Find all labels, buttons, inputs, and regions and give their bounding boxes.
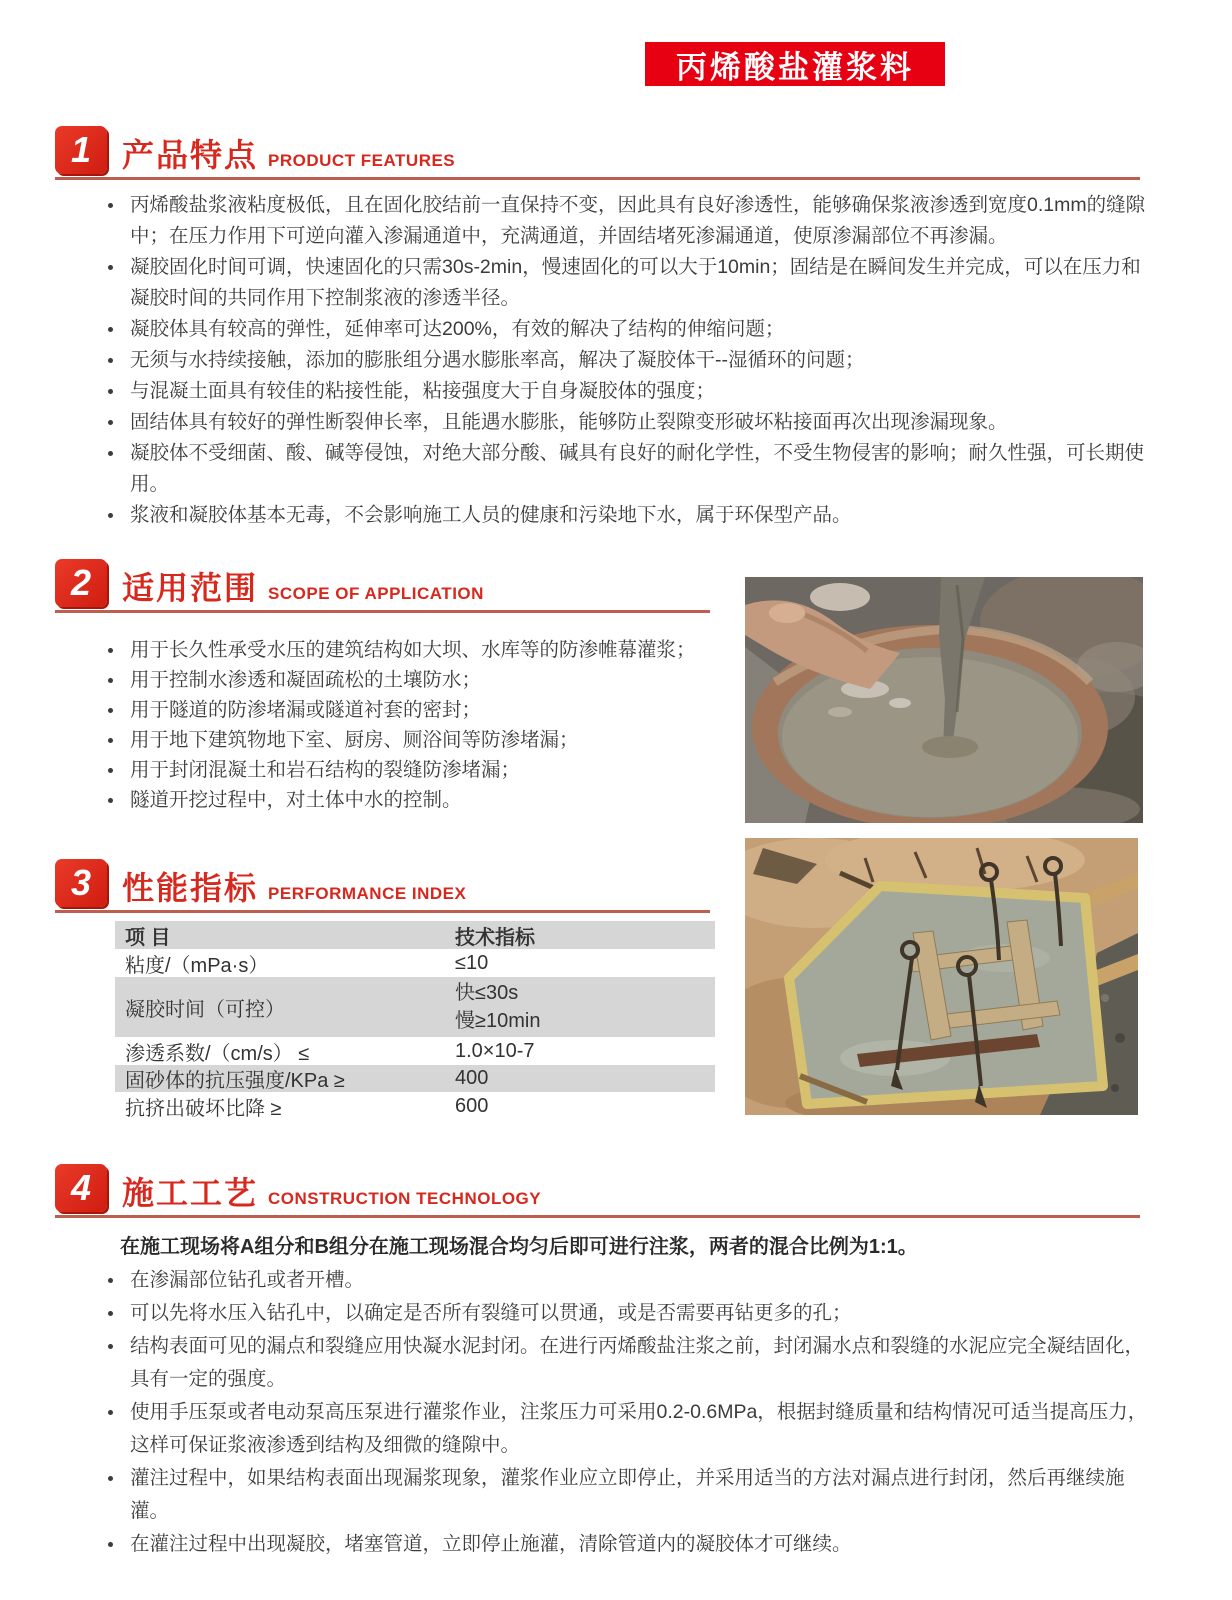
bullet-icon bbox=[108, 678, 113, 683]
list-item bbox=[105, 1297, 1150, 1330]
list-item bbox=[105, 785, 725, 815]
bullet-text: 灌注过程中，如果结构表面出现漏浆现象，灌浆作业应立即停止，并采用适当的方法对漏点进行封闭，然后再继续施灌。 bbox=[130, 1467, 1125, 1522]
bullet-icon bbox=[108, 648, 113, 653]
column-header: 项 目 bbox=[125, 926, 171, 949]
list-item bbox=[105, 500, 1147, 531]
bullet-icon bbox=[108, 1476, 113, 1481]
table-cell: 抗挤出破坏比降 ≥ bbox=[125, 1098, 282, 1120]
bullet-text: 使用手压泵或者电动泵高压泵进行灌浆作业，注浆压力可采用0.2-0.6MPa，根据封缝质量和结构情况可适当提高压力，这样可保证浆液渗透到结构及细微的缝隙中。 bbox=[130, 1401, 1148, 1456]
table-cell: 1.0×10-7 bbox=[455, 1039, 535, 1062]
bullet-icon bbox=[108, 1278, 113, 1283]
table-cell: ≤10 bbox=[455, 951, 489, 974]
bullet-text: 用于隧道的防渗堵漏或隧道衬套的密封； bbox=[130, 699, 482, 721]
section-title-cn: 施工工艺 bbox=[122, 1175, 259, 1211]
bullet-text: 无须与水持续接触，添加的膨胀组分遇水膨胀率高，解决了凝胶体干--湿循环的问题； bbox=[130, 349, 865, 371]
section-number-badge bbox=[55, 1164, 107, 1212]
bullet-icon bbox=[108, 327, 113, 332]
section-number: 4 bbox=[70, 1167, 92, 1208]
bullet-icon bbox=[108, 738, 113, 743]
list-item bbox=[105, 190, 1147, 252]
bullet-icon bbox=[108, 389, 113, 394]
table-cell: 固砂体的抗压强度/KPa ≥ bbox=[125, 1070, 345, 1092]
list-item bbox=[105, 1462, 1150, 1528]
table-row bbox=[115, 1092, 715, 1121]
bullet-icon bbox=[108, 451, 113, 456]
bullet-icon bbox=[108, 1542, 113, 1547]
list-item bbox=[105, 1528, 1150, 1561]
table-cell: 凝胶时间（可控） bbox=[125, 998, 285, 1021]
bullet-text: 用于长久性承受水压的建筑结构如大坝、水库等的防渗帷幕灌浆； bbox=[130, 639, 696, 661]
list-item bbox=[105, 314, 1147, 345]
bullet-icon bbox=[108, 708, 113, 713]
grout-mixing-illustration bbox=[745, 577, 1143, 823]
table-row bbox=[115, 977, 715, 1037]
table-cell-line: 快≤30s bbox=[455, 982, 519, 1004]
section-rule bbox=[55, 177, 1140, 180]
bullet-icon bbox=[108, 1410, 113, 1415]
section-title-en: SCOPE OF APPLICATION bbox=[268, 584, 484, 603]
list-item bbox=[105, 407, 1147, 438]
grout-mixing-photo bbox=[745, 577, 1143, 823]
performance-table bbox=[115, 921, 715, 1121]
bullet-text: 可以先将水压入钻孔中，以确定是否所有裂缝可以贯通，或是否需要再钻更多的孔； bbox=[130, 1302, 852, 1324]
table-cell: 400 bbox=[455, 1067, 489, 1089]
section-title-cn: 产品特点 bbox=[122, 137, 259, 173]
list-item bbox=[105, 695, 725, 725]
bullet-icon bbox=[108, 265, 113, 270]
bullet-icon bbox=[108, 513, 113, 518]
bullet-text: 凝胶体不受细菌、酸、碱等侵蚀，对绝大部分酸、碱具有良好的耐化学性，不受生物侵害的影响；耐久性强，可长期使用。 bbox=[130, 442, 1145, 495]
formwork-grouting-illustration bbox=[745, 838, 1138, 1115]
list-item bbox=[105, 1396, 1150, 1462]
product-title-banner bbox=[645, 42, 945, 86]
list-item bbox=[105, 1264, 1150, 1297]
table-row bbox=[115, 1037, 715, 1065]
list-item bbox=[105, 252, 1147, 314]
section-title-en: PRODUCT FEATURES bbox=[268, 151, 456, 170]
column-header: 技术指标 bbox=[455, 926, 535, 949]
bullet-icon bbox=[108, 1344, 113, 1349]
product-title: 丙烯酸盐灌浆料 bbox=[676, 49, 914, 85]
bullet-text: 固结体具有较好的弹性断裂伸长率，且能遇水膨胀，能够防止裂隙变形破坏粘接面再次出现渗漏现象。 bbox=[130, 411, 1008, 433]
construction-steps-list bbox=[105, 1264, 1150, 1561]
bullet-text: 浆液和凝胶体基本无毒，不会影响施工人员的健康和污染地下水，属于环保型产品。 bbox=[130, 504, 852, 526]
table-header-row bbox=[115, 921, 715, 949]
section-number-badge bbox=[55, 859, 107, 907]
section-number-badge bbox=[55, 126, 107, 174]
section-3-header bbox=[55, 859, 466, 907]
features-list bbox=[105, 190, 1147, 531]
bullet-text: 在灌注过程中出现凝胶，堵塞管道，立即停止施灌，清除管道内的凝胶体才可继续。 bbox=[130, 1533, 852, 1555]
section-number: 1 bbox=[70, 129, 92, 170]
section-number: 2 bbox=[70, 562, 92, 603]
table-cell-line: 慢≥10min bbox=[455, 1010, 541, 1032]
section-title-cn: 性能指标 bbox=[122, 870, 259, 906]
bullet-text: 用于封闭混凝土和岩石结构的裂缝防渗堵漏； bbox=[130, 759, 521, 781]
bullet-icon bbox=[108, 358, 113, 363]
list-item bbox=[105, 376, 1147, 407]
section-title-en: PERFORMANCE INDEX bbox=[268, 884, 467, 903]
mixing-ratio-note: 在施工现场将A组分和B组分在施工现场混合均匀后即可进行注浆，两者的混合比例为1:1。 bbox=[120, 1236, 918, 1258]
bullet-text: 凝胶固化时间可调，快速固化的只需30s-2min，慢速固化的可以大于10min；固结是在瞬间发生并完成，可以在压力和凝胶时间的共同作用下控制浆液的渗透半径。 bbox=[130, 256, 1141, 309]
table-row bbox=[115, 1065, 715, 1092]
table-row bbox=[115, 949, 715, 977]
section-1-header bbox=[55, 126, 455, 174]
section-title-en: CONSTRUCTION TECHNOLOGY bbox=[268, 1189, 542, 1208]
section-number: 3 bbox=[70, 862, 92, 903]
list-item bbox=[105, 755, 725, 785]
bullet-text: 用于地下建筑物地下室、厨房、厕浴间等防渗堵漏； bbox=[130, 729, 579, 751]
formwork-grouting-photo bbox=[745, 838, 1138, 1115]
bullet-icon bbox=[108, 1311, 113, 1316]
section-4-header bbox=[55, 1164, 541, 1212]
table-cell: 渗透系数/（cm/s） ≤ bbox=[125, 1042, 310, 1065]
bullet-text: 与混凝土面具有较佳的粘接性能，粘接强度大于自身凝胶体的强度； bbox=[130, 380, 716, 402]
list-item bbox=[105, 1330, 1150, 1396]
bullet-text: 用于控制水渗透和凝固疏松的土壤防水； bbox=[130, 669, 482, 691]
bullet-text: 凝胶体具有较高的弹性，延伸率可达200%，有效的解决了结构的伸缩问题； bbox=[130, 318, 785, 340]
list-item bbox=[105, 665, 725, 695]
section-title-cn: 适用范围 bbox=[122, 570, 259, 606]
bullet-text: 结构表面可见的漏点和裂缝应用快凝水泥封闭。在进行丙烯酸盐注浆之前，封闭漏水点和裂缝的水泥应完全凝结固化，具有一定的强度。 bbox=[130, 1335, 1145, 1390]
bullet-text: 在渗漏部位钻孔或者开槽。 bbox=[130, 1269, 365, 1291]
table-cell: 600 bbox=[455, 1095, 489, 1117]
bullet-icon bbox=[108, 768, 113, 773]
section-rule bbox=[55, 1215, 1140, 1218]
section-rule bbox=[55, 910, 710, 913]
section-number-badge bbox=[55, 559, 107, 607]
application-list bbox=[105, 635, 725, 815]
bullet-icon bbox=[108, 798, 113, 803]
table-cell bbox=[455, 979, 705, 1035]
section-2-header bbox=[55, 559, 484, 607]
bullet-icon bbox=[108, 203, 113, 208]
list-item bbox=[105, 635, 725, 665]
list-item bbox=[105, 345, 1147, 376]
list-item bbox=[105, 438, 1147, 500]
section-rule bbox=[55, 610, 710, 613]
table-cell: 粘度/（mPa·s） bbox=[125, 954, 269, 977]
bullet-text: 丙烯酸盐浆液粘度极低，且在固化胶结前一直保持不变，因此具有良好渗透性，能够确保浆液渗透到宽度0.1mm的缝隙中；在压力作用下可逆向灌入渗漏通道中，充满通道，并固结堵死渗漏通道，使原渗漏部位不再渗漏。 bbox=[130, 194, 1146, 247]
list-item bbox=[105, 725, 725, 755]
bullet-text: 隧道开挖过程中，对土体中水的控制。 bbox=[130, 789, 462, 811]
bullet-icon bbox=[108, 420, 113, 425]
